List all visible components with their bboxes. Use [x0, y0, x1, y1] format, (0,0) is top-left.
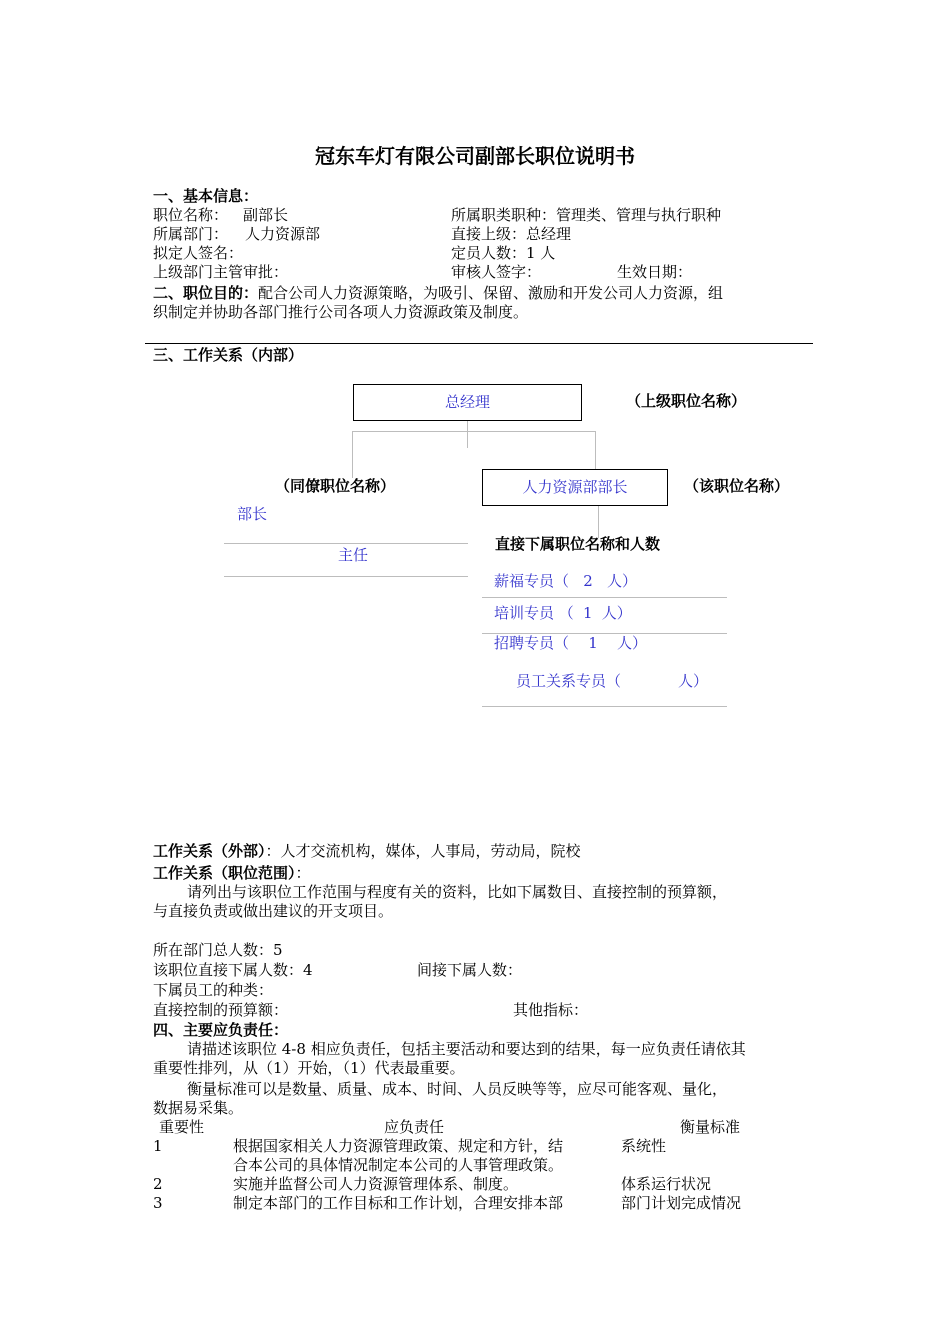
- subordinate-item-3: 招聘专员（ 1 人）: [494, 634, 648, 652]
- peer-item-1: 部长: [237, 505, 268, 523]
- dept-approval: 上级部门主管审批：: [153, 263, 289, 281]
- resp-paragraph-1b: 重要性排列，从（1）开始，（1）代表最重要。: [153, 1059, 465, 1077]
- row-2-no: 2: [153, 1175, 163, 1193]
- connector-gm-down: [467, 421, 468, 448]
- other-metrics: 其他指标：: [513, 1001, 589, 1019]
- scope-paragraph-2: 与直接负责或做出建议的开支项目。: [153, 902, 394, 920]
- row-3-measure: 部门计划完成情况: [621, 1194, 742, 1212]
- row-3-duty: 制定本部门的工作目标和工作计划，合理安排本部: [233, 1194, 564, 1212]
- section-divider: [145, 343, 813, 344]
- this-position-label: （该职位名称）: [684, 477, 790, 495]
- connector-hr: [595, 431, 596, 470]
- col-duty-header: 应负责任: [384, 1118, 445, 1136]
- section-basic-heading: 一、基本信息：: [153, 187, 259, 205]
- sub-divider-3: [482, 706, 727, 707]
- direct-superior: 直接上级：总经理: [451, 225, 572, 243]
- budget-controlled: 直接控制的预算额：: [153, 1001, 289, 1019]
- peer-item-2: 主任: [338, 546, 369, 564]
- section-purpose-heading: 二、职位目的：: [153, 284, 259, 302]
- gm-box: 总经理: [353, 384, 582, 421]
- external-relations-label: 工作关系（外部）: [153, 842, 266, 860]
- row-1-measure: 系统性: [621, 1137, 667, 1155]
- scope-label: 工作关系（职位范围）: [153, 864, 296, 882]
- scope-paragraph-1: 请列出与该职位工作范围与程度有关的资料，比如下属数目、直接控制的预算额，: [187, 883, 728, 901]
- drafter-signature: 拟定人签名：: [153, 244, 244, 262]
- department-label: 所属部门：: [153, 225, 229, 243]
- row-1-duty-line-2: 合本公司的具体情况制定本公司的人事管理政策。: [233, 1156, 564, 1174]
- headcount: 定员人数：1 人: [451, 244, 556, 262]
- subordinate-item-4: 员工关系专员（ 人）: [516, 672, 709, 690]
- section-responsibilities-heading: 四、主要应负责任：: [153, 1021, 289, 1039]
- subordinate-item-2: 培训专员 （ 1 人）: [494, 604, 632, 622]
- external-relations: [153, 842, 581, 861]
- effective-date: 生效日期：: [617, 263, 693, 281]
- position-name-label: 职位名称：: [153, 206, 229, 224]
- direct-subordinates-count: 该职位直接下属人数：4: [153, 961, 313, 979]
- connector-subs: [598, 506, 599, 538]
- row-1-duty-line-1: 根据国家相关人力资源管理政策、规定和方针，结: [233, 1137, 564, 1155]
- indirect-subordinates-count: 间接下属人数：: [417, 961, 523, 979]
- row-3-no: 3: [153, 1194, 163, 1212]
- row-2-measure: 体系运行状况: [621, 1175, 712, 1193]
- resp-paragraph-2a: 衡量标准可以是数量、质量、成本、时间、人员反映等等，应尽可能客观、量化，: [187, 1080, 728, 1098]
- purpose-line-2: 织制定并协助各部门推行公司各项人力资源政策及制度。: [153, 303, 529, 321]
- col-importance-header: 重要性: [159, 1118, 205, 1136]
- peer-divider-2: [224, 576, 468, 577]
- department-value: 人力资源部: [245, 225, 321, 243]
- section-internal-heading: 三、工作关系（内部）: [153, 346, 304, 364]
- hr-director-box: 人力资源部部长: [482, 469, 668, 506]
- job-category: 所属职类职种：管理类、管理与执行职种: [451, 206, 722, 224]
- row-2-duty: 实施并监督公司人力资源管理体系、制度。: [233, 1175, 519, 1193]
- col-measure-header: 衡量标准: [680, 1118, 741, 1136]
- scope-heading: 工作关系（职位范围）：: [153, 864, 311, 882]
- purpose-line-1: [153, 284, 723, 303]
- resp-paragraph-2b: 数据易采集。: [153, 1099, 244, 1117]
- external-relations-text: ：人才交流机构，媒体，人事局，劳动局，院校: [265, 842, 581, 860]
- purpose-text-1: 配合公司人力资源策略，为吸引、保留、激励和开发公司人力资源，组: [258, 284, 724, 302]
- resp-paragraph-1a: 请描述该职位 4-8 相应负责任，包括主要活动和要达到的结果，每一应负责任请依其: [187, 1040, 746, 1058]
- peer-position-label: （同僚职位名称）: [275, 477, 396, 495]
- connector-horizontal: [352, 431, 596, 432]
- subordinate-types: 下属员工的种类：: [153, 981, 274, 999]
- superior-position-label: （上级职位名称）: [626, 392, 747, 410]
- row-1-no: 1: [153, 1137, 163, 1155]
- reviewer-signature: 审核人签字：: [451, 263, 542, 281]
- peer-divider-1: [224, 543, 468, 544]
- sub-divider-1: [482, 597, 727, 598]
- connector-peer: [352, 431, 353, 478]
- dept-total-headcount: 所在部门总人数：5: [153, 941, 283, 959]
- subordinate-item-1: 薪福专员（ 2 人）: [494, 572, 638, 590]
- subordinates-title: 直接下属职位名称和人数: [495, 535, 661, 553]
- position-name-value: 副部长: [243, 206, 289, 224]
- page-title: 冠东车灯有限公司副部长职位说明书: [315, 144, 635, 168]
